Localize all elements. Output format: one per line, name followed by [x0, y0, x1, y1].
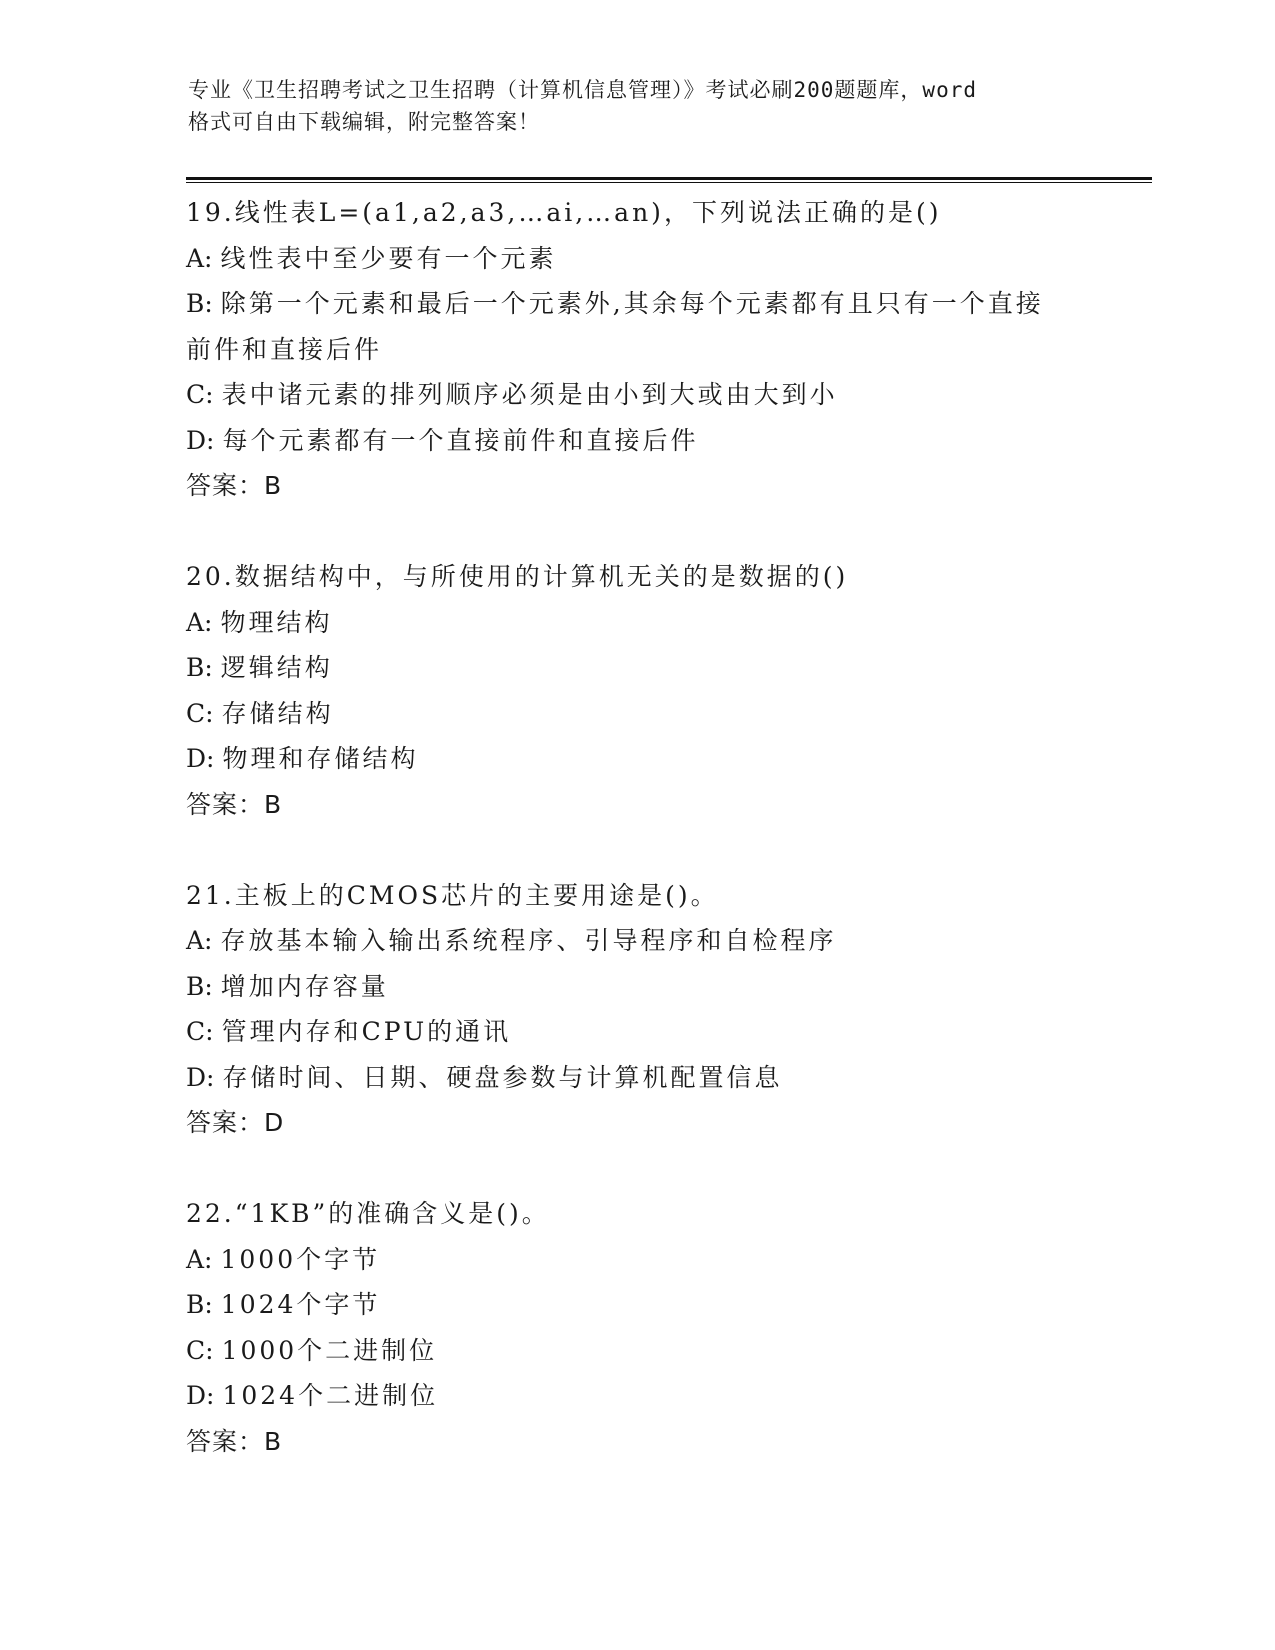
- option-text: 存储结构: [221, 698, 334, 728]
- option-a: [186, 236, 1086, 282]
- option-letter: A:: [186, 243, 213, 273]
- option-text: 增加内存容量: [220, 971, 389, 1001]
- option-d: [186, 1373, 1086, 1419]
- option-text: 存储时间、日期、硬盘参数与计算机配置信息: [222, 1062, 783, 1092]
- option-a: [186, 600, 1086, 646]
- option-letter: D:: [186, 425, 215, 455]
- answer-label: 答案：D: [186, 1108, 285, 1137]
- option-letter: B:: [186, 971, 213, 1001]
- option-d: [186, 736, 1086, 782]
- option-letter: B:: [186, 653, 213, 682]
- option-text: 表中诸元素的排列顺序必须是由小到大或由大到小: [221, 380, 838, 409]
- option-text: 1024个字节: [220, 1290, 381, 1319]
- option-letter: A:: [186, 607, 213, 637]
- option-b: [186, 964, 1086, 1010]
- option-text: 1024个二进制位: [222, 1381, 439, 1410]
- question-stem: 22.“1KB”的准确含义是()。: [186, 1199, 550, 1228]
- option-d: [186, 1055, 1086, 1101]
- option-letter: D:: [186, 1381, 215, 1410]
- option-text: 物理结构: [220, 607, 333, 637]
- option-c: [186, 372, 1086, 418]
- option-text: 每个元素都有一个直接前件和直接后件: [222, 425, 699, 455]
- option-text: 存放基本输入输出系统程序、引导程序和自检程序: [220, 926, 837, 955]
- question-stem: 19.线性表L=(a1,a2,a3,…ai,…an)，下列说法正确的是(): [186, 198, 942, 227]
- answer-label: 答案：B: [186, 789, 283, 819]
- option-b: [186, 1282, 1086, 1328]
- option-text: 线性表中至少要有一个元素: [220, 243, 557, 273]
- option-text: 除第一个元素和最后一个元素外,其余每个元素都有且只有一个直接前件和直接后件: [186, 289, 1044, 364]
- option-letter: C:: [186, 1335, 214, 1365]
- option-c: [186, 1328, 1086, 1374]
- option-letter: A:: [186, 1244, 213, 1274]
- option-c: [186, 1009, 1086, 1055]
- question-19: [186, 190, 1086, 508]
- answer-label: 答案：B: [186, 1426, 283, 1456]
- option-a: [186, 1237, 1086, 1283]
- option-text: 管理内存和CPU的通讯: [221, 1017, 512, 1046]
- option-c: [186, 691, 1086, 737]
- option-letter: A:: [186, 926, 213, 955]
- question-stem: 20.数据结构中，与所使用的计算机无关的是数据的(): [186, 562, 849, 591]
- option-letter: D:: [186, 1062, 215, 1092]
- option-letter: C:: [186, 1017, 214, 1046]
- document-header: [188, 74, 1088, 138]
- option-a: [186, 918, 1086, 964]
- header-divider-thin: [186, 182, 1152, 183]
- question-21: [186, 873, 1086, 1146]
- option-text: 物理和存储结构: [222, 744, 419, 773]
- option-letter: C:: [186, 380, 214, 409]
- option-letter: B:: [186, 1290, 213, 1319]
- option-text: 逻辑结构: [220, 653, 333, 682]
- option-letter: C:: [186, 698, 214, 728]
- option-text: 1000个二进制位: [221, 1335, 438, 1365]
- header-divider-thick: [186, 177, 1152, 180]
- option-letter: D:: [186, 744, 215, 773]
- option-b: [186, 281, 1066, 372]
- question-list: [186, 190, 1086, 1510]
- question-22: [186, 1191, 1086, 1464]
- answer-label: 答案：B: [186, 471, 283, 500]
- option-b: [186, 645, 1086, 691]
- question-20: [186, 554, 1086, 827]
- option-letter: B:: [186, 289, 213, 318]
- option-d: [186, 418, 1086, 464]
- question-stem: 21.主板上的CMOS芯片的主要用途是()。: [186, 880, 719, 910]
- option-text: 1000个字节: [220, 1244, 381, 1274]
- header-line-1: 专业《卫生招聘考试之卫生招聘（计算机信息管理）》考试必刷200题题库，word: [188, 78, 977, 102]
- header-line-2: 格式可自由下载编辑，附完整答案！: [188, 110, 540, 134]
